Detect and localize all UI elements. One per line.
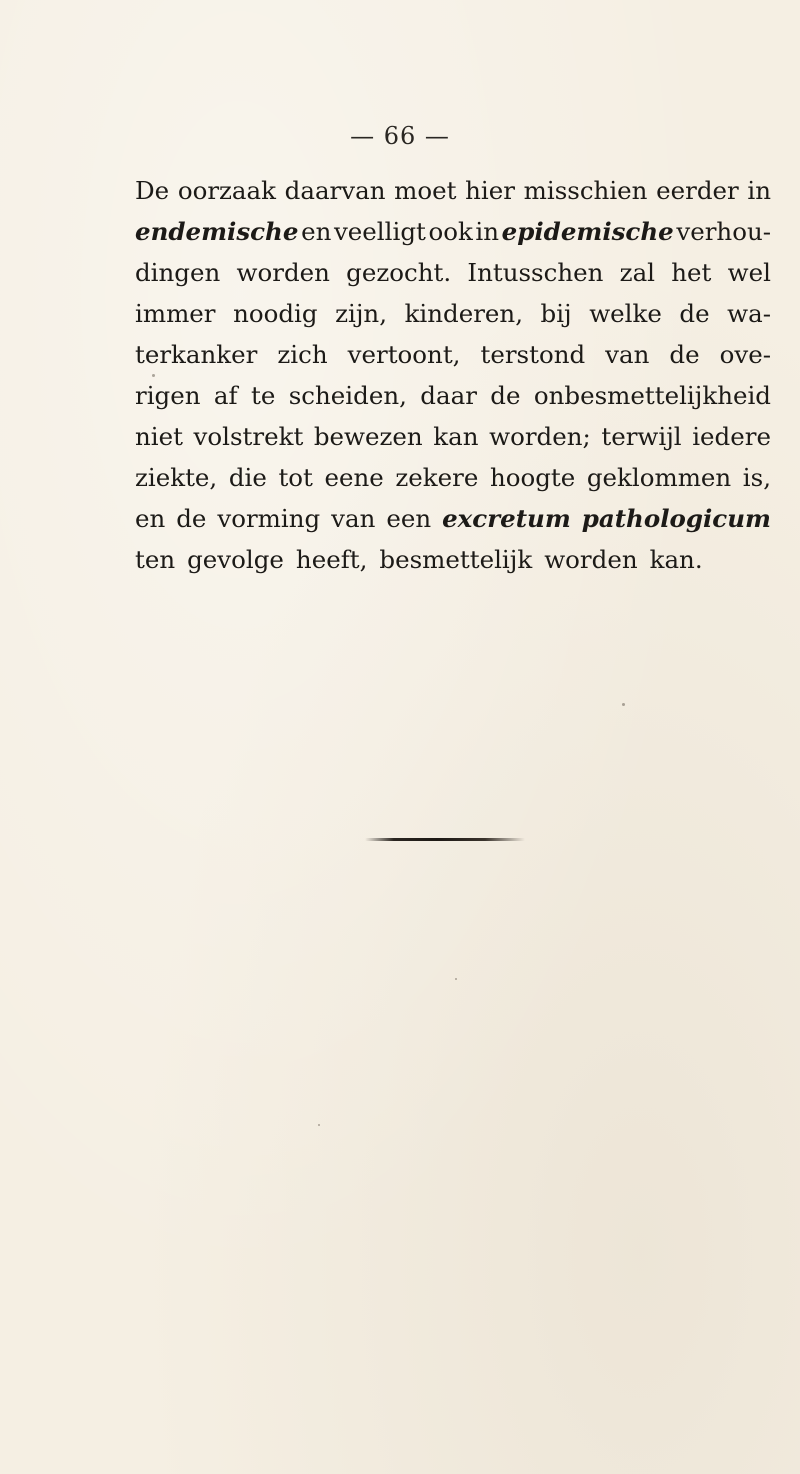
word: eene [324, 463, 384, 492]
word: iedere [692, 422, 771, 451]
word: hoogte [489, 463, 576, 492]
word: bij [540, 299, 572, 328]
word: volstrekt [193, 422, 304, 451]
word: de [669, 340, 700, 369]
word: noodig [233, 299, 318, 328]
word: moet [394, 176, 457, 205]
word: onbesmettelijkheid [533, 381, 771, 410]
word: de [176, 504, 207, 533]
page-number: — 66 — [350, 122, 450, 150]
word: kinderen, [404, 299, 523, 328]
word: in [747, 176, 771, 205]
word: wa- [727, 299, 771, 328]
text-line [135, 252, 771, 293]
word: oorzaak [177, 176, 276, 205]
word: te [250, 381, 276, 410]
italic-word: epidemische [501, 217, 674, 246]
word: daar [420, 381, 477, 410]
word: die [228, 463, 267, 492]
paper-speck [455, 978, 457, 980]
word: vertoont, [347, 340, 461, 369]
word: kan. [649, 545, 703, 574]
paper-speck [622, 703, 625, 706]
word: een [386, 504, 432, 533]
word: misschien [523, 176, 648, 205]
text-line [135, 416, 771, 457]
word: de [490, 381, 521, 410]
word: Intusschen [467, 258, 604, 287]
word: De [135, 176, 170, 205]
word: zijn, [335, 299, 388, 328]
word: rigen [135, 381, 201, 410]
word: terkanker [135, 340, 258, 369]
text-line [135, 498, 771, 539]
word: ove- [719, 340, 771, 369]
word: ziekte, [135, 463, 218, 492]
text-line [135, 457, 771, 498]
word: ten [135, 545, 176, 574]
word: zal [619, 258, 656, 287]
word: ook [428, 217, 473, 246]
word: welke [589, 299, 662, 328]
text-line [135, 170, 771, 211]
word: terstond [480, 340, 586, 369]
word: en [301, 217, 332, 246]
italic-word: pathologicum [581, 504, 771, 533]
word: geklommen [586, 463, 732, 492]
word: worden [544, 545, 638, 574]
word: hier [465, 176, 515, 205]
word: kan [433, 422, 479, 451]
word: besmettelijk [379, 545, 533, 574]
paper-speck [152, 374, 155, 377]
word: terwijl [601, 422, 682, 451]
word: af [213, 381, 238, 410]
word: gezocht. [346, 258, 452, 287]
word: zich [277, 340, 328, 369]
word: de [679, 299, 710, 328]
word: eerder [656, 176, 739, 205]
word: worden; [489, 422, 591, 451]
word: is, [742, 463, 771, 492]
paper-speck [318, 1124, 320, 1126]
word: het [671, 258, 712, 287]
word: niet [135, 422, 183, 451]
word: van [331, 504, 376, 533]
word: tot [278, 463, 313, 492]
text-line [135, 539, 771, 580]
italic-word: excretum [442, 504, 571, 533]
word: immer [135, 299, 216, 328]
word: in [475, 217, 500, 246]
word: verhou- [676, 217, 771, 246]
word: vorming [217, 504, 321, 533]
word: veelligt [333, 217, 426, 246]
text-line [135, 211, 771, 252]
paragraph [135, 170, 771, 580]
section-divider [365, 838, 525, 841]
word: daarvan [284, 176, 386, 205]
word: heeft, [295, 545, 368, 574]
word: scheiden, [288, 381, 407, 410]
word: wel [727, 258, 771, 287]
word: dingen [135, 258, 221, 287]
word: en [135, 504, 166, 533]
word: zekere [395, 463, 479, 492]
text-line [135, 334, 771, 375]
italic-word: endemische [135, 217, 299, 246]
word: gevolge [187, 545, 284, 574]
text-line [135, 375, 771, 416]
word: van [605, 340, 650, 369]
word: worden [236, 258, 330, 287]
word: bewezen [313, 422, 423, 451]
text-line [135, 293, 771, 334]
